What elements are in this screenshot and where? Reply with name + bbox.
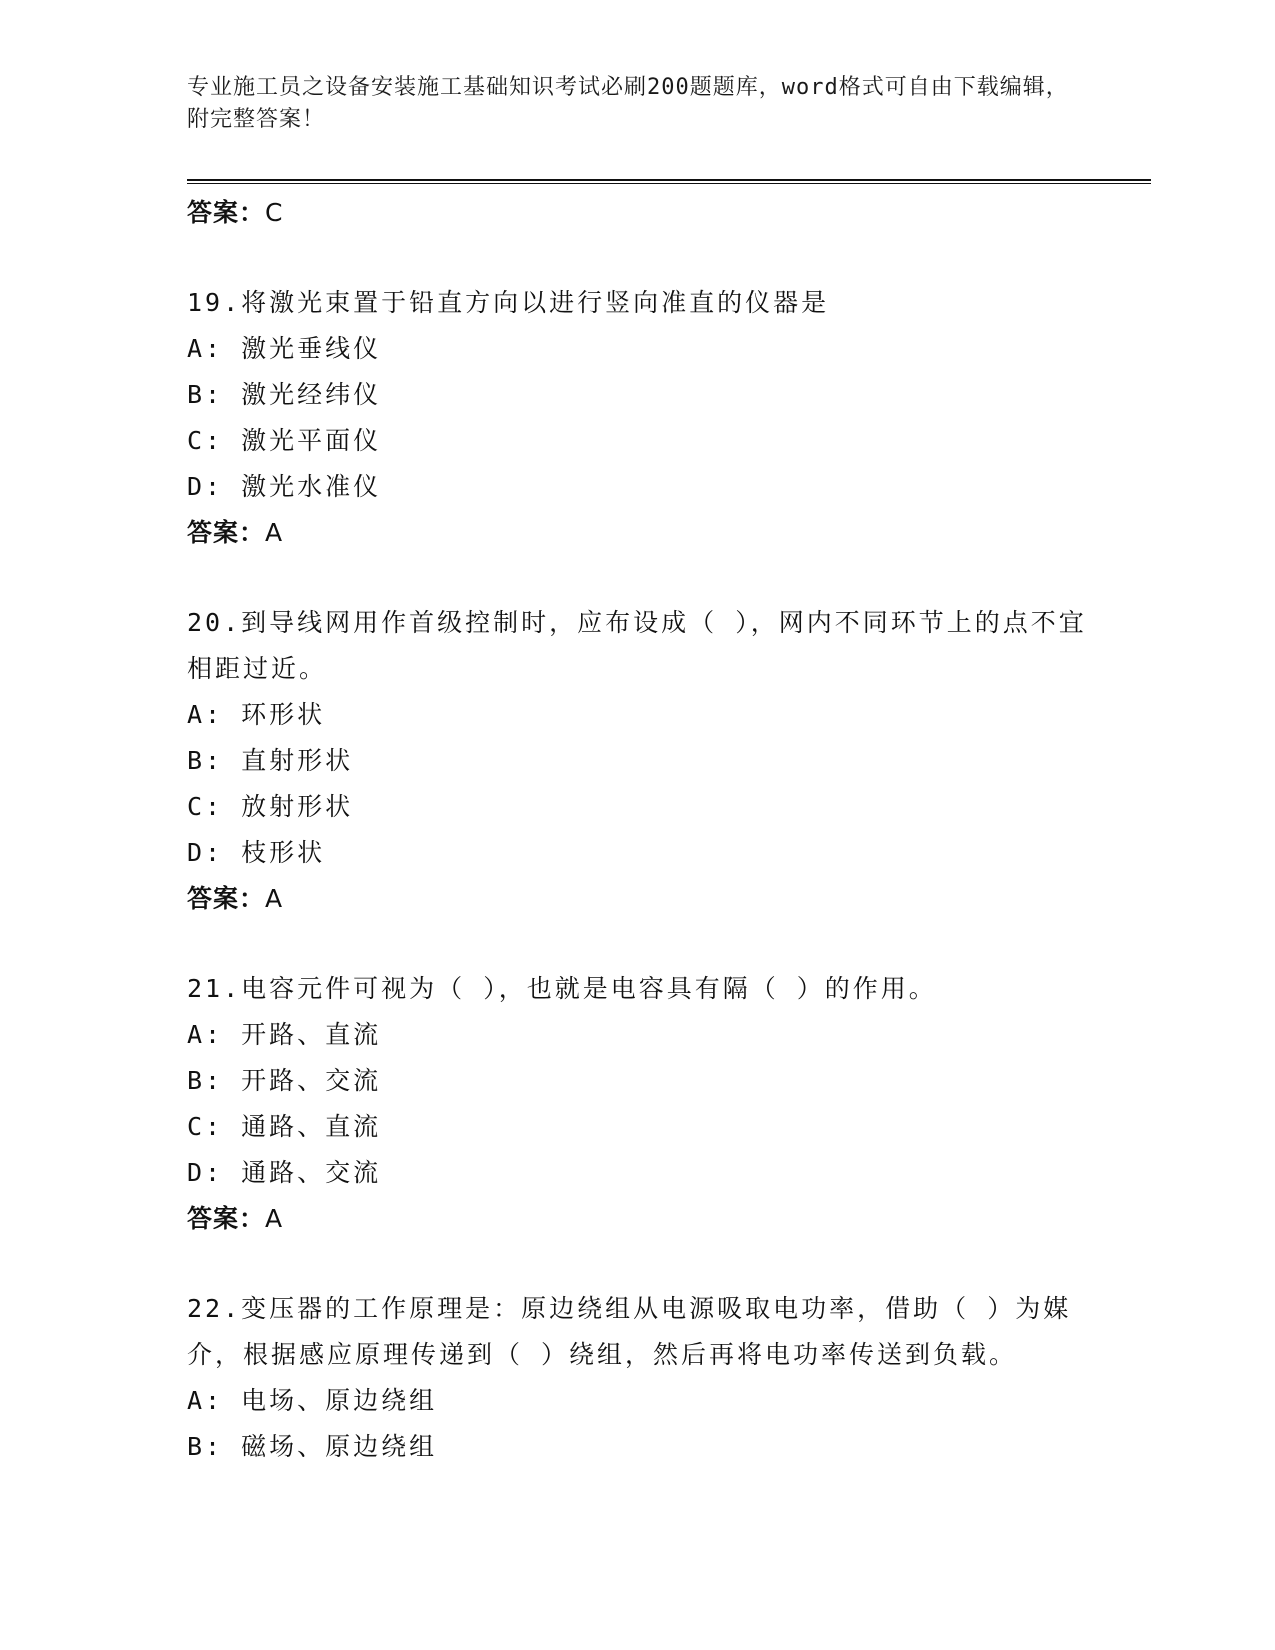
- question-answer: [187, 876, 1087, 922]
- header-divider-thin: [187, 183, 1151, 184]
- question-stem: 21.电容元件可视为（ ），也就是电容具有隔（ ）的作用。: [187, 974, 937, 1003]
- answer-value: A: [265, 518, 284, 547]
- answer-value: A: [265, 884, 284, 913]
- header-divider: [187, 179, 1151, 181]
- option-b: B: 直射形状: [187, 746, 354, 775]
- question-answer: [187, 1196, 1087, 1242]
- option-d: D: 枝形状: [187, 838, 326, 867]
- option-b: B: 磁场、原边绕组: [187, 1432, 438, 1461]
- previous-answer: [187, 190, 1087, 236]
- option-b: B: 激光经纬仪: [187, 380, 382, 409]
- question-20: [187, 600, 1087, 922]
- document-header: 专业施工员之设备安装施工基础知识考试必刷200题题库，word格式可自由下载编辑，附完整答案！: [187, 75, 1069, 132]
- option-a: A: 电场、原边绕组: [187, 1386, 438, 1415]
- option-c: C: 放射形状: [187, 792, 354, 821]
- question-19: [187, 280, 1087, 556]
- option-d: D: 通路、交流: [187, 1158, 382, 1187]
- answer-label: 答案：: [187, 884, 266, 913]
- answer-label: 答案：: [187, 518, 266, 547]
- answer-value: A: [265, 1204, 284, 1233]
- option-b: B: 开路、交流: [187, 1066, 382, 1095]
- option-c: C: 通路、直流: [187, 1112, 382, 1141]
- question-stem: 22.变压器的工作原理是：原边绕组从电源吸取电功率，借助（ ）为媒介，根据感应原理传递到（ ）绕组，然后再将电功率传送到负载。: [187, 1294, 1072, 1369]
- option-d: D: 激光水准仪: [187, 472, 382, 501]
- option-a: A: 环形状: [187, 700, 326, 729]
- question-stem: 19.将激光束置于铅直方向以进行竖向准直的仪器是: [187, 288, 830, 317]
- question-22: [187, 1286, 1087, 1470]
- question-21: [187, 966, 1087, 1242]
- answer-label: 答案：: [187, 198, 266, 227]
- answer-value: C: [265, 198, 284, 227]
- answer-label: 答案：: [187, 1204, 266, 1233]
- document-body: [187, 190, 1087, 1470]
- option-c: C: 激光平面仪: [187, 426, 382, 455]
- option-a: A: 开路、直流: [187, 1020, 382, 1049]
- question-answer: [187, 510, 1087, 556]
- option-a: A: 激光垂线仪: [187, 334, 382, 363]
- question-stem: 20.到导线网用作首级控制时，应布设成（ ），网内不同环节上的点不宜相距过近。: [187, 608, 1087, 683]
